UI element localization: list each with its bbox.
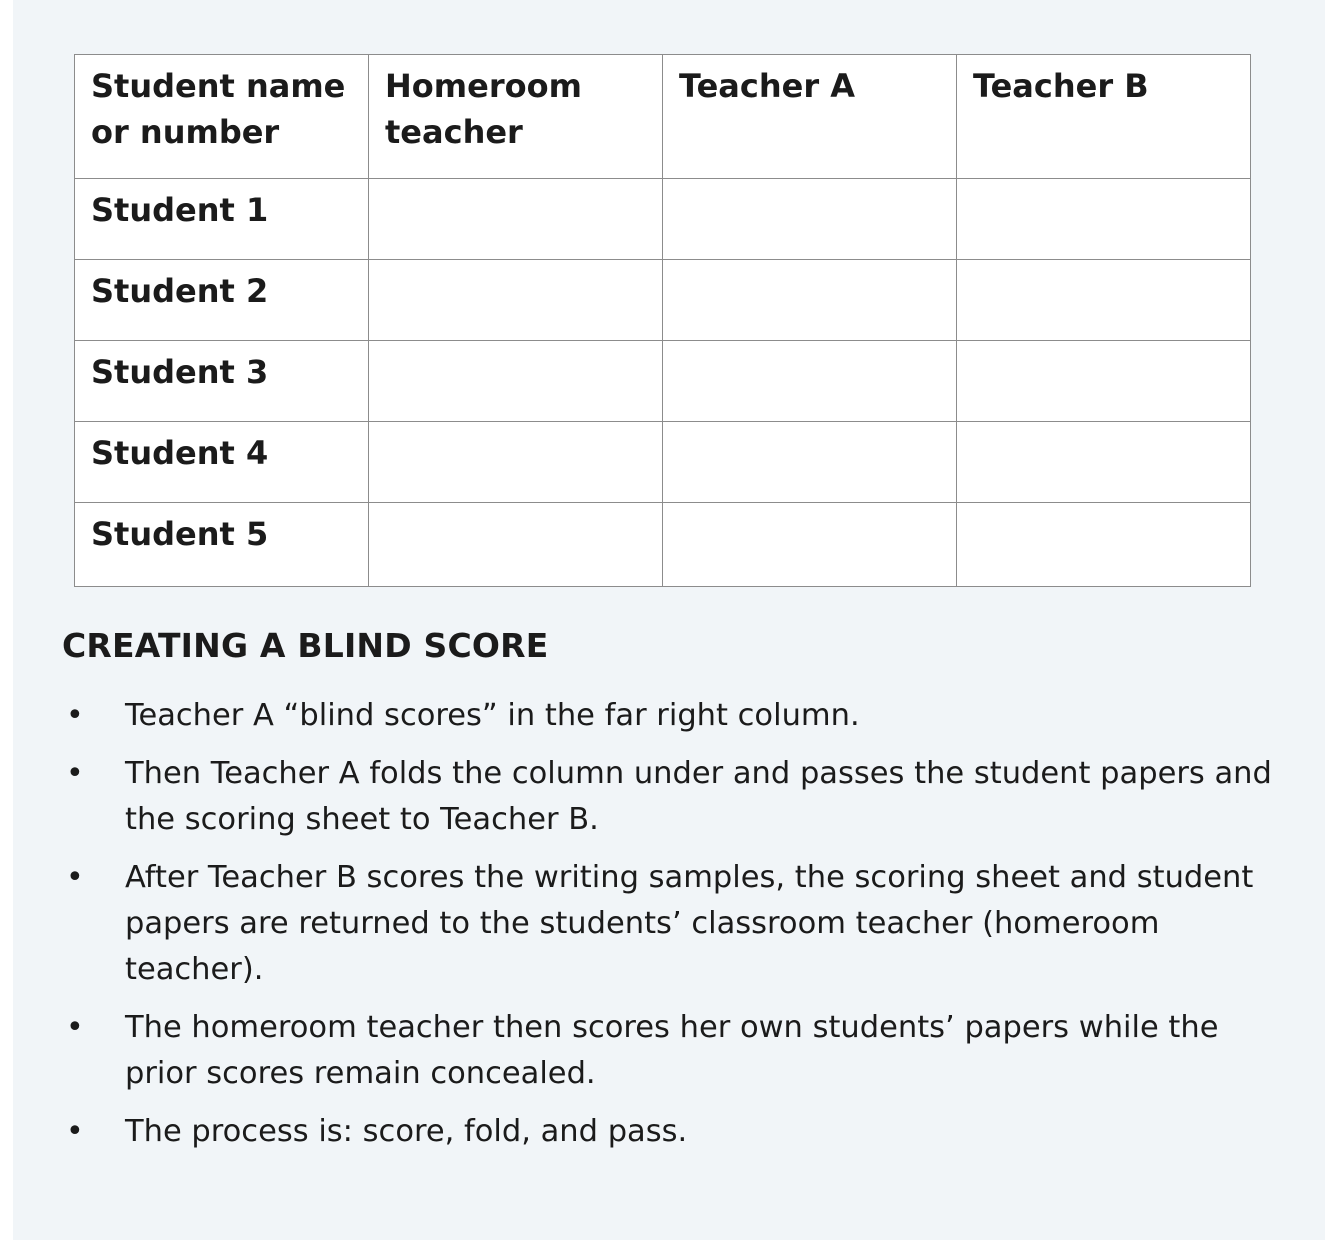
student-label: Student 3 [75,341,369,422]
bullet-icon: • [66,860,84,895]
section-heading: CREATING A BLIND SCORE [62,626,549,665]
table-row [75,422,1251,503]
teacher-a-score-cell[interactable] [663,503,957,587]
bullet-icon: • [66,698,84,733]
list-item [62,1005,1292,1097]
table-row [75,503,1251,587]
header-homeroom-teacher: Homeroom teacher [369,55,663,179]
list-item [62,693,1292,739]
student-label: Student 5 [75,503,369,587]
student-label: Student 1 [75,179,369,260]
teacher-a-score-cell[interactable] [663,422,957,503]
step-text: Then Teacher A folds the column under and passes the student papers and the scoring sheet to Teacher B. [125,756,1272,837]
header-teacher-a: Teacher A [663,55,957,179]
teacher-a-score-cell[interactable] [663,260,957,341]
list-item [62,1109,1292,1155]
scoring-table [74,54,1251,587]
teacher-b-score-cell[interactable] [957,341,1251,422]
header-teacher-b: Teacher B [957,55,1251,179]
homeroom-score-cell[interactable] [369,260,663,341]
bullet-icon: • [66,1114,84,1149]
teacher-a-score-cell[interactable] [663,179,957,260]
homeroom-score-cell[interactable] [369,179,663,260]
teacher-b-score-cell[interactable] [957,179,1251,260]
bullet-icon: • [66,756,84,791]
homeroom-score-cell[interactable] [369,503,663,587]
student-label: Student 4 [75,422,369,503]
bullet-icon: • [66,1010,84,1045]
table-header-row [75,55,1251,179]
table-row [75,341,1251,422]
student-label: Student 2 [75,260,369,341]
homeroom-score-cell[interactable] [369,341,663,422]
step-text: Teacher A “blind scores” in the far right column. [125,698,860,733]
step-text: The homeroom teacher then scores her own students’ papers while the prior scores remain concealed. [125,1010,1219,1091]
table-row [75,179,1251,260]
teacher-b-score-cell[interactable] [957,503,1251,587]
homeroom-score-cell[interactable] [369,422,663,503]
teacher-b-score-cell[interactable] [957,422,1251,503]
list-item [62,855,1292,993]
step-text: The process is: score, fold, and pass. [125,1114,688,1149]
table-row [75,260,1251,341]
teacher-a-score-cell[interactable] [663,341,957,422]
header-student: Student name or number [75,55,369,179]
instruction-list [62,693,1292,1167]
step-text: After Teacher B scores the writing samples, the scoring sheet and student papers are returned to the students’ classroom teacher (homeroom teacher). [125,860,1254,987]
teacher-b-score-cell[interactable] [957,260,1251,341]
list-item [62,751,1292,843]
